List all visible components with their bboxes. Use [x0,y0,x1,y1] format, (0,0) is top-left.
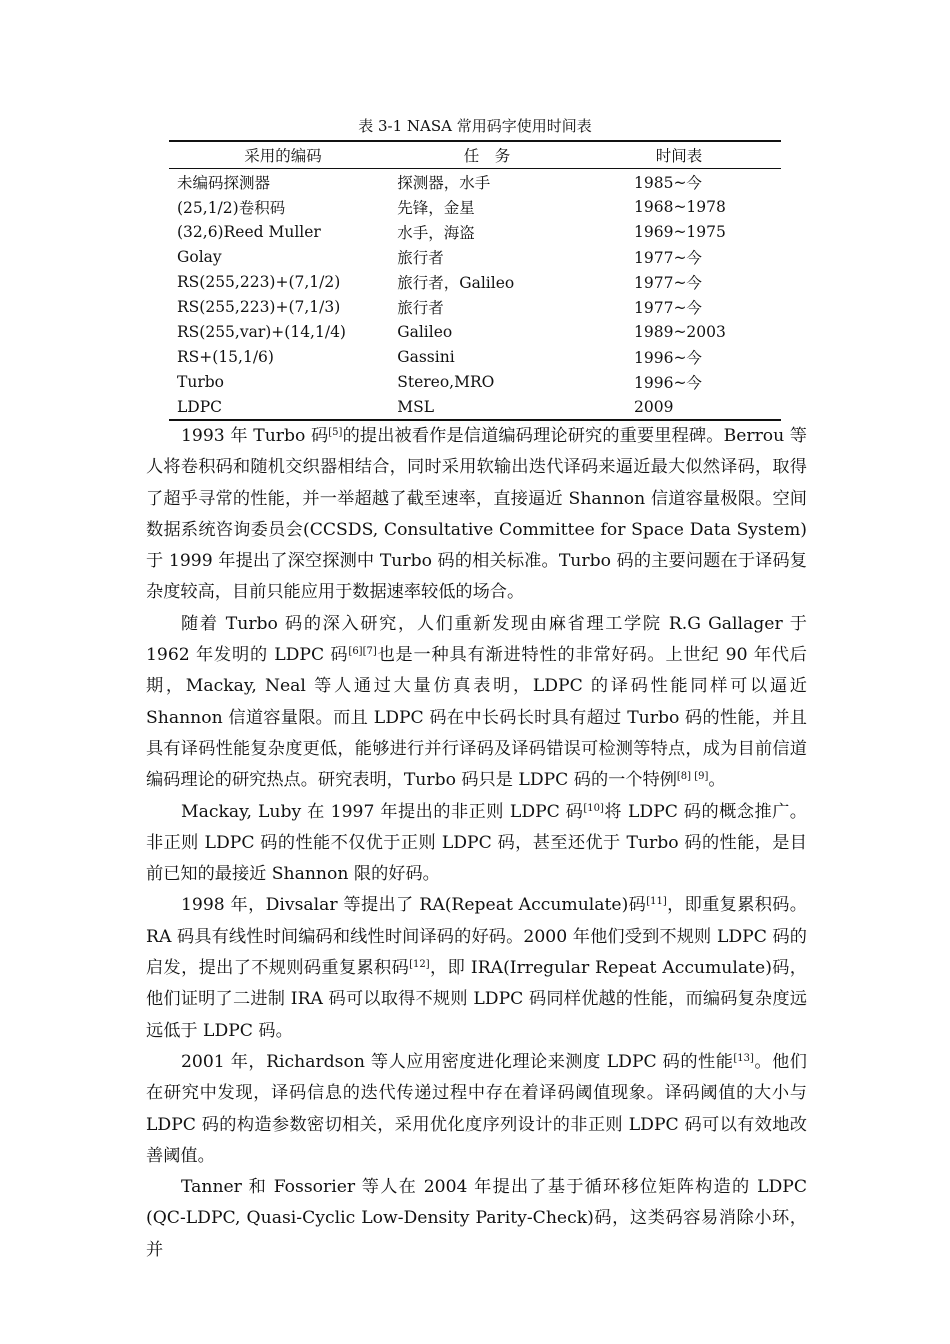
text-span: Mackay, Luby 在 1997 年提出的非正则 LDPC 码 [181,801,584,822]
table-row [169,394,781,419]
citation-ref: [6][7] [348,646,377,658]
text-span: 。他们在研究中发现，译码信息的迭代传递过程中存在着译码阈值现象。译码阈值的大小与 LDPC 码的构造参数密切相关，采用优化度序列设计的非正则 LDPC 码可以有效地改善阈值。 [146,1051,807,1166]
cell-mission: 旅行者 [397,298,444,317]
cell-mission: 旅行者，Galileo [397,273,515,292]
text-span: ，即 IRA(Irregular Repeat Accumulate)码，他们证明了二进制 IRA 码可以取得不规则 LDPC 码同样优越的性能，而编码复杂度远远低于 LDPC 码。 [146,958,807,1041]
cell-time: 1996~今 [634,348,702,367]
text-span: 。 [708,770,726,791]
paragraph-turbo [146,421,807,609]
citation-ref: [13] [733,1052,754,1064]
cell-code: (25,1/2)卷积码 [177,198,286,217]
citation-ref: [10] [583,802,604,814]
paragraph-irregular-ldpc [146,797,807,891]
cell-code: RS(255,223)+(7,1/2) [177,272,341,291]
table-row [169,369,781,394]
paragraph-ra-codes [146,890,807,1046]
cell-mission: 先锋，金星 [397,198,475,217]
header-code: 采用的编码 [244,147,322,165]
citation-ref: [8] [9] [676,771,709,783]
table-row [169,294,781,319]
table-caption: 表 3-1 NASA 常用码字使用时间表 [358,117,592,135]
table-row [169,244,781,269]
paragraph-density-evolution [146,1047,807,1172]
citation-ref: [5] [328,427,343,438]
cell-time: 1996~今 [634,373,702,392]
cell-mission: Galileo [397,322,453,341]
paragraph-qc-ldpc [146,1172,807,1266]
header-time: 时间表 [655,147,703,165]
cell-time: 1968~1978 [634,197,726,216]
cell-time: 1977~今 [634,298,702,317]
cell-code: RS(255,223)+(7,1/3) [177,297,341,316]
cell-code: LDPC [177,397,223,416]
cell-code: Turbo [177,372,224,391]
nasa-code-table [169,140,781,421]
text-span: 也是一种具有渐进特性的非常好码。上世纪 90 年代后期，Mackay, Neal 等人通过大量仿真表明，LDPC 的译码性能同样可以逼近 Shannon 信道容量限。而且 LDPC 码在中长码长时具有超过 Turbo 码的性能，并且具有译码性能复杂度更低，能够进行并行译码及译码错误可检测等特点，成为目前信道编码理论的研究热点。研究表明，Turbo 码只是 LDPC 码的一个特例 [146,645,807,791]
table-row [169,194,781,219]
table-row [169,319,781,344]
cell-code: RS(255,var)+(14,1/4) [177,322,346,341]
cell-code: Golay [177,247,222,266]
citation-ref: [12] [409,959,430,971]
text-span: 2001 年，Richardson 等人应用密度进化理论来测度 LDPC 码的性能 [181,1051,734,1072]
table-row [169,169,781,194]
table-header-row [169,142,781,168]
text-span: 随着 Turbo 码的深入研究，人们重新发现由麻省理工学院 R.G Gallager 于 1962 年发明的 LDPC 码 [146,613,807,666]
table-row [169,269,781,294]
table-row [169,219,781,244]
cell-time: 1977~今 [634,248,702,267]
cell-code: RS+(15,1/6) [177,347,274,366]
cell-mission: MSL [397,397,435,416]
cell-code: (32,6)Reed Muller [177,222,321,241]
text-span: 将 LDPC 码的概念推广。非正则 LDPC 码的性能不仅优于正则 LDPC 码，甚至还优于 Turbo 码的性能，是目前已知的最接近 Shannon 限的好码。 [146,801,807,885]
cell-time: 1969~1975 [634,222,726,241]
text-span: ，即重复累积码。RA 码具有线性时间编码和线性时间译码的好码。2000 年他们受到不规则 LDPC 码的启发，提出了不规则码重复累积码 [146,895,807,979]
cell-time: 2009 [634,397,674,416]
table-row [169,344,781,369]
header-mission: 任 务 [463,147,511,165]
body-text [146,421,807,1266]
cell-mission: 旅行者 [397,248,444,267]
citation-ref: [11] [646,896,667,908]
cell-code: 未编码探测器 [177,173,271,192]
text-span: 的提出被看作是信道编码理论研究的重要里程碑。Berrou 等人将卷积码和随机交织器相结合，同时采用软输出迭代译码来逼近最大似然译码，取得了超乎寻常的性能，并一举超越了截至速率，直接逼近 Shannon 信道容量极限。空间数据系统咨询委员会(CCSDS, Consultative Committee for Space Data System)于 1999 年提出了深空探测中 Turbo 码的相关标准。Turbo 码的主要问题在于译码复杂度较高，目前只能应用于数据速率较低的场合。 [146,426,807,603]
text-span: 1998 年，Divsalar 等提出了 RA(Repeat Accumulate)码 [181,895,647,916]
text-span: 1993 年 Turbo 码 [181,426,329,446]
cell-time: 1989~2003 [634,322,726,341]
cell-mission: 探测器，水手 [397,173,491,192]
cell-mission: Stereo,MRO [397,372,495,391]
cell-time: 1985~今 [634,173,702,192]
cell-mission: 水手，海盗 [397,223,475,242]
cell-time: 1977~今 [634,273,702,292]
text-span: Tanner 和 Fossorier 等人在 2004 年提出了基于循环移位矩阵构造的 LDPC (QC-LDPC, Quasi-Cyclic Low-Density Parity-Check)码，这类码容易消除小环，并 [146,1177,807,1260]
paragraph-ldpc [146,609,807,797]
table-body [169,169,781,419]
cell-mission: Gassini [397,347,455,366]
